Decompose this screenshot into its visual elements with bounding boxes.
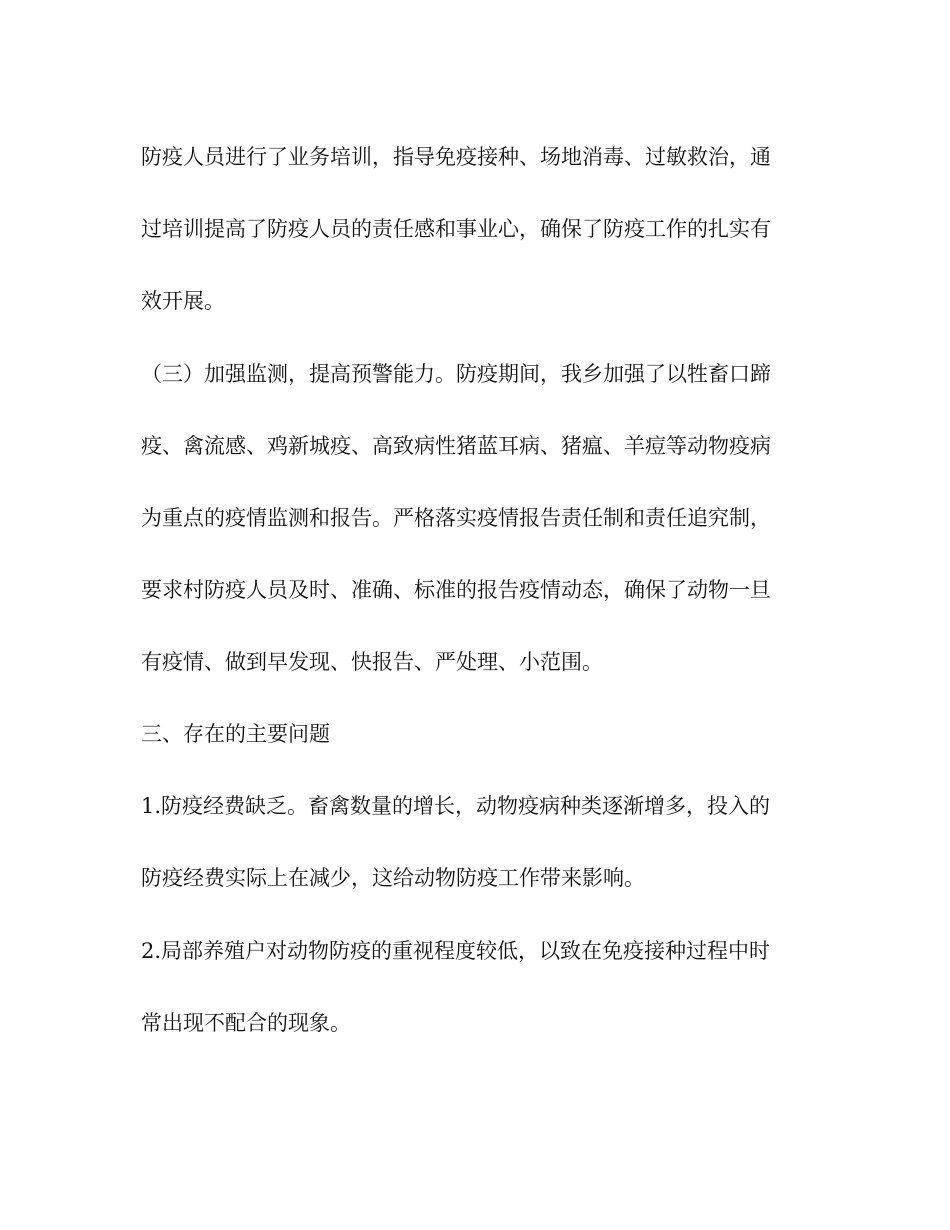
paragraph-line: 效开展。 bbox=[141, 289, 225, 313]
section-heading: 三、存在的主要问题 bbox=[141, 722, 330, 746]
paragraph-line: 过培训提高了防疫人员的责任感和事业心，确保了防疫工作的扎实有 bbox=[141, 217, 771, 241]
list-item-line: 2.局部养殖户对动物防疫的重视程度较低，以致在免疫接种过程中时 bbox=[141, 939, 771, 963]
list-item-line: 常出现不配合的现象。 bbox=[141, 1011, 351, 1035]
paragraph-line: 有疫情、做到早发现、快报告、严处理、小范围。 bbox=[141, 650, 603, 674]
paragraph-line: 要求村防疫人员及时、准确、标准的报告疫情动态，确保了动物一旦 bbox=[141, 578, 771, 602]
paragraph-line: 疫、禽流感、鸡新城疫、高致病性猪蓝耳病、猪瘟、羊痘等动物疫病 bbox=[141, 434, 771, 458]
paragraph-line: 防疫人员进行了业务培训，指导免疫接种、场地消毒、过敏救治，通 bbox=[141, 145, 771, 169]
section-subheading-line: （三）加强监测，提高预警能力。防疫期间，我乡加强了以牲畜口蹄 bbox=[141, 362, 771, 386]
paragraph-line: 为重点的疫情监测和报告。严格落实疫情报告责任制和责任追究制， bbox=[141, 506, 771, 530]
list-item-line: 防疫经费实际上在减少，这给动物防疫工作带来影响。 bbox=[141, 866, 645, 890]
list-item-line: 1.防疫经费缺乏。畜禽数量的增长，动物疫病种类逐渐增多，投入的 bbox=[141, 794, 771, 818]
